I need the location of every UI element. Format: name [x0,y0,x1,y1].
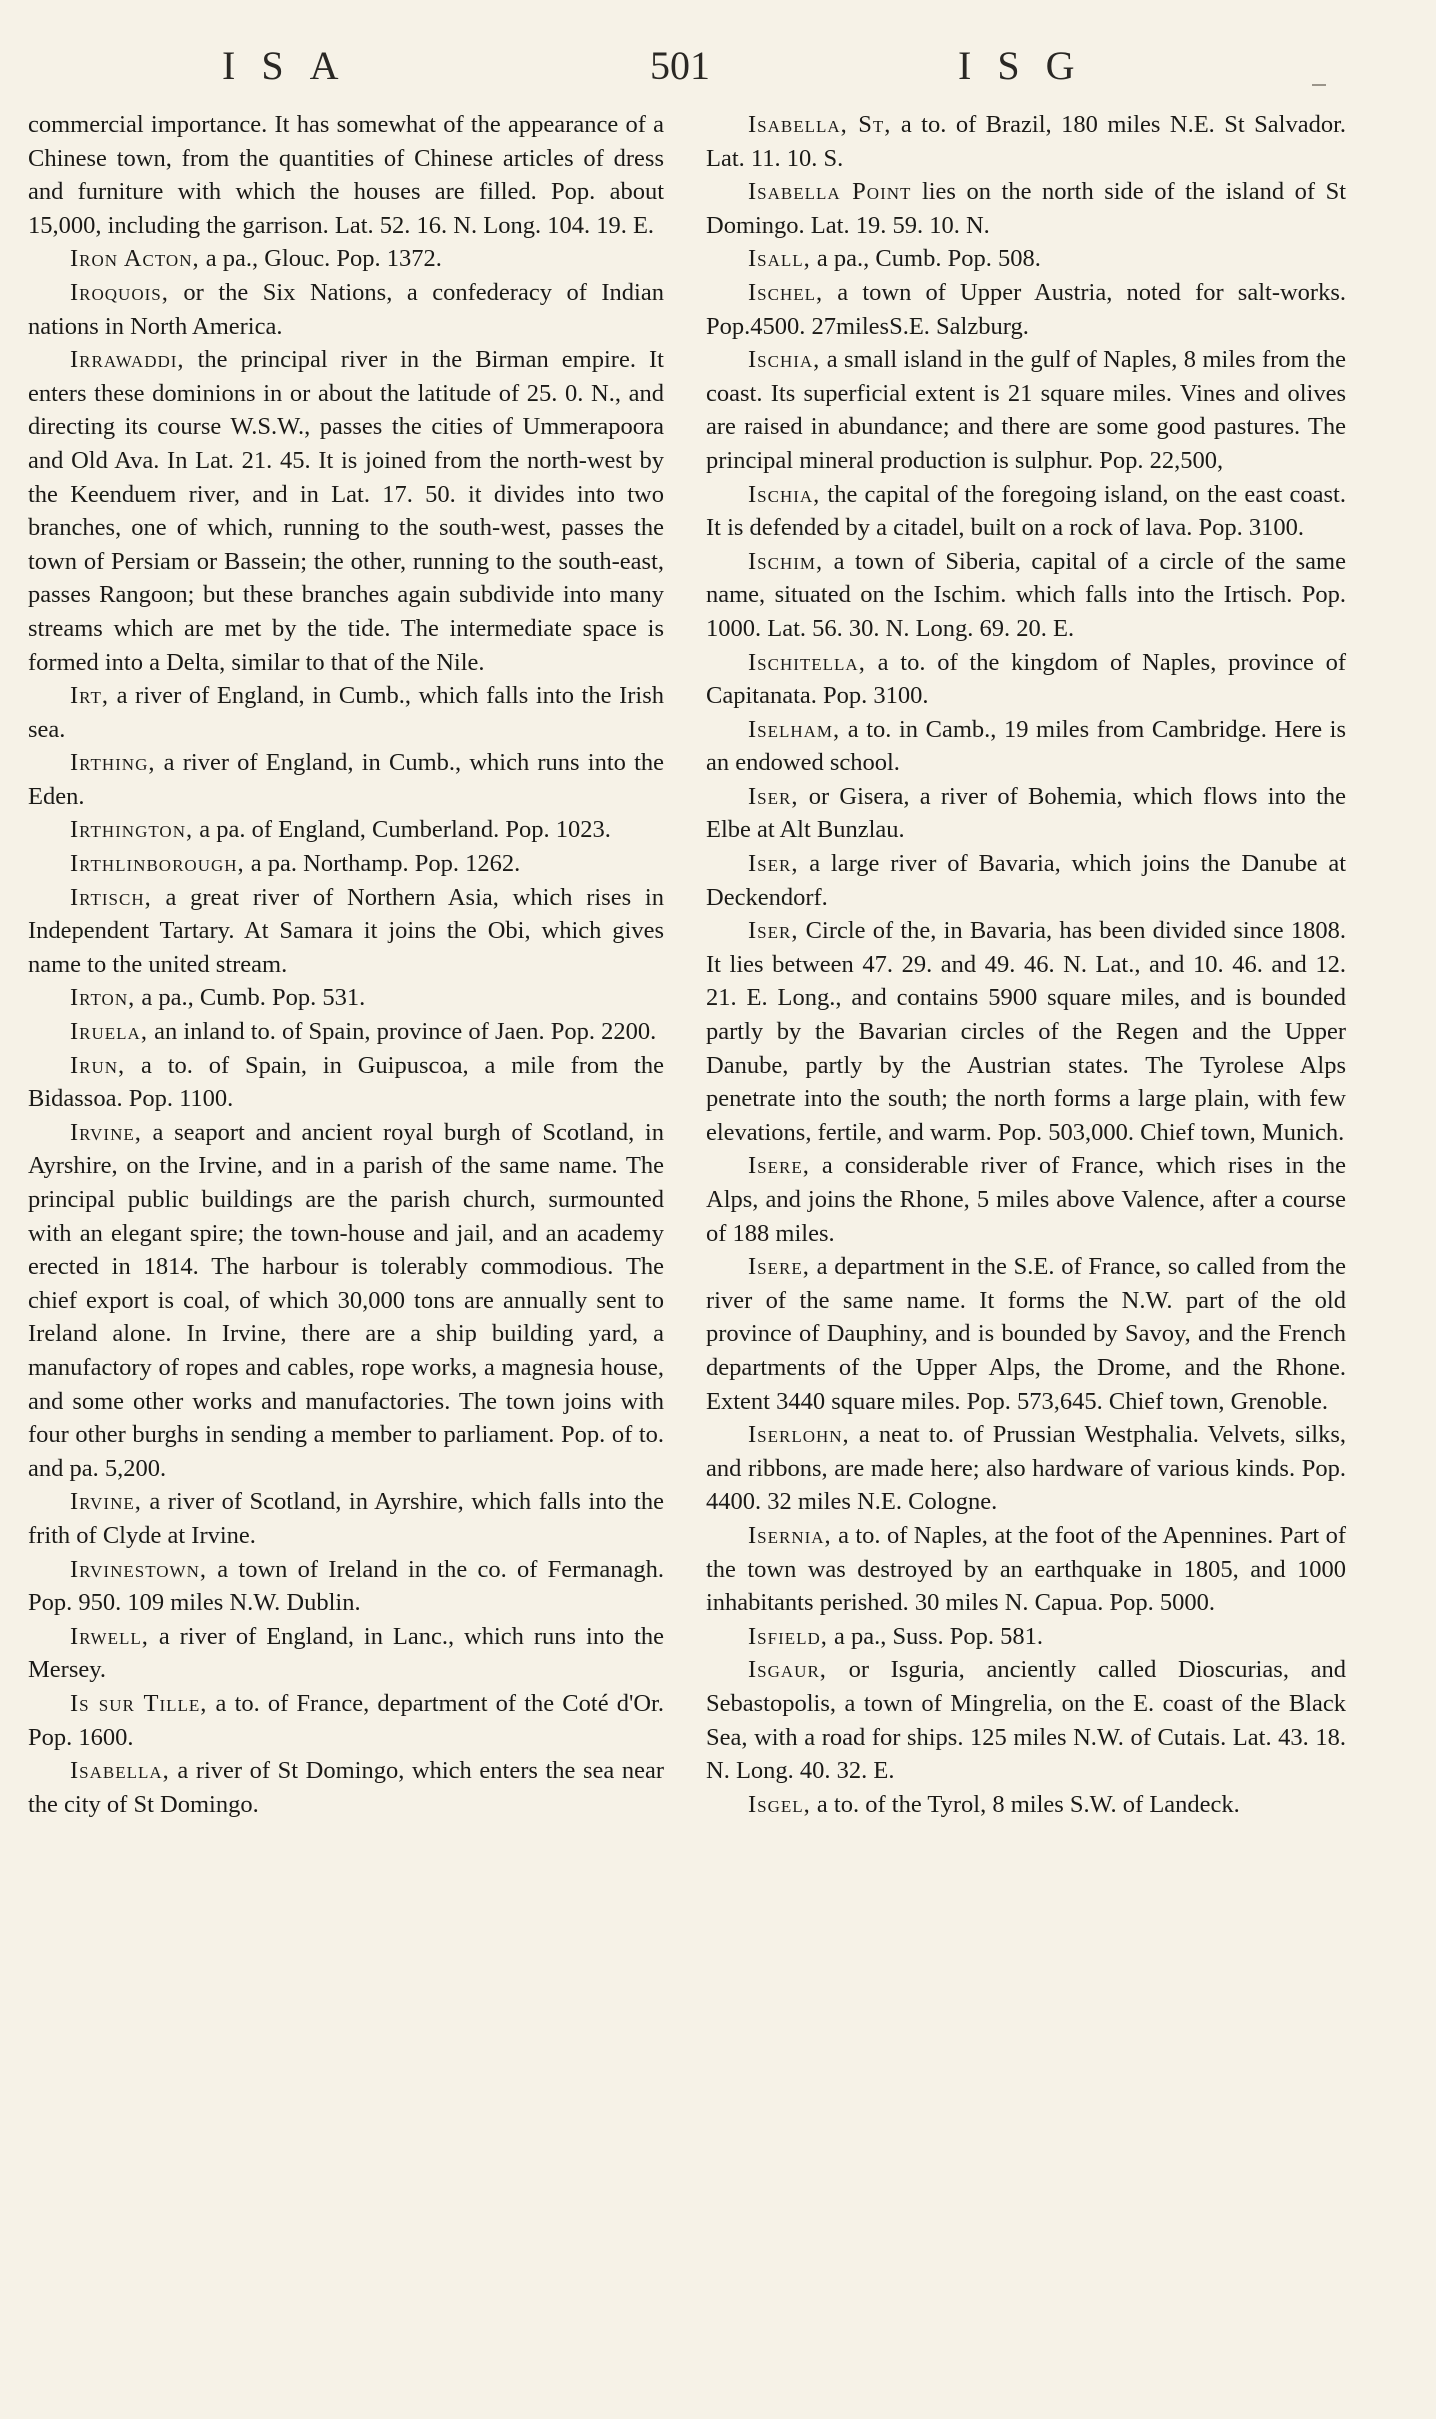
gazetteer-entry [28,746,664,813]
gazetteer-entry [28,1015,664,1049]
entry-headword: Iserlohn, [748,1421,850,1449]
entry-headword: Isabella, St, [748,111,892,138]
entry-headword: Irun, [70,1051,126,1079]
entry-headword: Isabella Point [748,178,912,206]
gazetteer-entry [706,276,1346,343]
entry-text: commercial importance. It has somewhat of the appearance of a Chinese town, from the quantities of Chinese articles of dress and furniture with which the houses are filled. Pop. about 15,000, including the garrison. Lat. 52. 16. N. Long. 104. 19. E. [28,111,664,239]
entry-text: a to. of France, department of the Coté d'Or. Pop. 1600. [28,1689,664,1751]
gazetteer-entry [28,1553,664,1620]
gazetteer-entry [706,1418,1346,1519]
entry-headword: Isfield, [748,1622,828,1650]
gazetteer-entry [28,1485,664,1552]
entry-text: the principal river in the Birman empire. It enters these dominions in or about the latitude of 25. 0. N., and directing its course W.S.W., passes the cities of Ummerapoora and Old Ava. In Lat. 21. 45. It is joined from the north-west by the Keenduem river, and in Lat. 17. 50. it divides into two branches, one of which, running to the south-west, passes the town of Persiam or Bassein; the other, running to the south-east, passes Rangoon; but these branches again subdivide into many streams which are met by the tide. The intermediate space is formed into a Delta, similar to that of the Nile. [28,346,664,676]
gazetteer-entry [28,981,664,1015]
entry-text: Circle of the, in Bavaria, has been divided since 1808. It lies between 47. 29. and 49. 46. N. Lat., and 10. 46. and 12. 21. E. Long., and contains 5900 square miles, and is bounded partly by the Bavarian circles of the Regen and the Upper Danube, partly by the Austrian states. The Tyrolese Alps penetrate into the south; the north forms a large plain, with few elevations, fertile, and warm. Pop. 503,000. Chief town, Munich. [706,917,1346,1146]
entry-text: a to. in Camb., 19 miles from Cambridge. Here is an endowed school. [706,715,1346,777]
gazetteer-entry [28,1754,664,1821]
entry-headword: Ischia, [748,346,821,374]
entry-text: a town of Ireland in the co. of Fermanagh. Pop. 950. 109 miles N.W. Dublin. [28,1555,664,1617]
entry-text: a considerable river of France, which rises in the Alps, and joins the Rhone, 5 miles above Valence, after a course of 188 miles. [706,1152,1346,1247]
entry-text: the capital of the foregoing island, on the east coast. It is defended by a citadel, built on a rock of lava. Pop. 3100. [706,480,1346,542]
gazetteer-entry [28,847,664,881]
entry-text: a pa. Northamp. Pop. 1262. [244,850,521,878]
gazetteer-entry [706,713,1346,780]
entry-text: a pa., Cumb. Pop. 508. [810,245,1041,273]
entry-headword: Ischel, [748,278,824,306]
gazetteer-entry [28,343,664,679]
gazetteer-entry [706,914,1346,1149]
entry-headword: Irtisch, [70,883,152,911]
page-number: 501 [650,43,710,88]
entry-headword: Iruela, [70,1018,148,1046]
gazetteer-entry [28,1620,664,1687]
gazetteer-entry [706,108,1346,175]
entry-text: a pa. of England, Cumberland. Pop. 1023. [193,816,611,844]
gazetteer-entry [706,1149,1346,1250]
gazetteer-entry [28,108,664,242]
gazetteer-entry [706,1250,1346,1418]
entry-headword: Irton, [70,984,136,1012]
entry-headword: Irrawaddi, [70,346,185,374]
gazetteer-entry [28,1687,664,1754]
gazetteer-entry [706,1653,1346,1787]
entry-headword: Ischitella, [748,648,866,676]
entry-text: a pa., Cumb. Pop. 531. [135,984,366,1012]
header-right-guide-word: ISG [958,43,1101,88]
entry-text: a large river of Bavaria, which joins the Danube at Deckendorf. [706,850,1346,911]
gazetteer-entry [706,847,1346,914]
entry-headword: Iselham, [748,715,841,743]
gazetteer-entry [706,1519,1346,1620]
entry-headword: Irvine, [70,1118,142,1146]
gazetteer-entry [706,780,1346,847]
page-header [0,42,1436,102]
entry-headword: Iser, [748,782,799,810]
entry-headword: Isgaur, [748,1656,827,1684]
entry-headword: Ischia, [748,480,821,508]
entry-headword: Irwell, [70,1622,149,1650]
entry-headword: Iser, [748,850,799,878]
entry-headword: Irvine, [70,1488,142,1516]
gazetteer-entry [28,242,664,276]
entry-headword: Is sur Tille, [70,1689,208,1717]
entry-text: a to. of Naples, at the foot of the Apennines. Part of the town was destroyed by an earthquake in 1805, and 1000 inhabitants perished. 30 miles N. Capua. Pop. 5000. [706,1521,1346,1617]
entry-headword: Iron Acton, [70,245,200,273]
entry-text: an inland to. of Spain, province of Jaen. Pop. 2200. [147,1018,657,1046]
entry-headword: Isabella, [70,1757,170,1785]
gazetteer-entry [28,881,664,982]
entry-text: a river of England, in Cumb., which falls into the Irish sea. [28,682,664,743]
entry-text: a small island in the gulf of Naples, 8 miles from the coast. Its superficial extent is 21 square miles. Vines and olives are raised in abundance; and there are some good pastures. The principal mineral production is sulphur. Pop. 22,500, [706,346,1346,474]
gazetteer-entry [28,1049,664,1116]
entry-headword: Iser, [748,917,799,945]
entry-headword: Ischim, [748,547,824,575]
entry-headword: Irvinestown, [70,1555,207,1583]
gazetteer-entry [706,1788,1346,1822]
gazetteer-entry [706,545,1346,646]
entry-headword: Isall, [748,245,811,273]
entry-headword: Irt, [70,682,109,710]
entry-text: a great river of Northern Asia, which rises in Independent Tartary. At Samara it joins the Obi, which gives name to the united stream. [28,883,664,978]
left-column [28,108,664,1821]
gazetteer-entry [706,646,1346,713]
gazetteer-entry [706,343,1346,477]
entry-text: a river of St Domingo, which enters the sea near the city of St Domingo. [28,1757,664,1818]
gazetteer-entry [28,1116,664,1486]
entry-text: or Gisera, a river of Bohemia, which flows into the Elbe at Alt Bunzlau. [706,782,1346,844]
gazetteer-entry [706,478,1346,545]
entry-headword: Isgel, [748,1790,811,1818]
entry-headword: Irthing, [70,749,156,777]
right-column [706,108,1346,1821]
entry-headword: Isere, [748,1152,810,1180]
gazetteer-entry [706,242,1346,276]
entry-text: a pa., Suss. Pop. 581. [827,1622,1043,1650]
gazetteer-entry [706,1620,1346,1654]
entry-text: a neat to. of Prussian Westphalia. Velvets, silks, and ribbons, are made here; also hardware of various kinds. Pop. 4400. 32 miles N.E. Cologne. [706,1421,1346,1516]
header-left-guide-word: ISA [222,43,365,88]
gazetteer-entry [28,679,664,746]
entry-text: a river of England, in Cumb., which runs into the Eden. [28,749,664,810]
gazetteer-entry [706,175,1346,242]
entry-headword: Irthlinborough, [70,850,245,878]
entry-text: a seaport and ancient royal burgh of Scotland, in Ayrshire, on the Irvine, and in a parish of the same name. The principal public buildings are the parish church, surmounted with an elegant spire; the town-house and jail, and an academy erected in 1814. The harbour is tolerably commodious. The chief export is coal, of which 30,000 tons are annually sent to Ireland alone. In Irvine, there are a ship building yard, a manufactory of ropes and cables, rope works, a magnesia house, and some other works and manufactories. The town joins with four other burghs in sending a member to parliament. Pop. of to. and pa. 5,200. [28,1118,664,1482]
entry-headword: Isernia, [748,1521,832,1549]
entry-text: a department in the S.E. of France, so called from the river of the same name. It forms the N.W. part of the old province of Dauphiny, and is bounded by Savoy, and the French departments of the Upper Alps, the Drome, and the Rhone. Extent 3440 square miles. Pop. 573,645. Chief town, Grenoble. [706,1253,1346,1415]
entry-text: a to. of the kingdom of Naples, province of Capitanata. Pop. 3100. [706,648,1346,710]
entry-text: a river of England, in Lanc., which runs into the Mersey. [28,1622,664,1684]
gazetteer-entry [28,813,664,847]
header-mark [1312,84,1326,86]
entry-headword: Isere, [748,1253,810,1281]
entry-headword: Irthington, [70,816,194,844]
entry-text: a town of Siberia, capital of a circle of the same name, situated on the Ischim. which falls into the Irtisch. Pop. 1000. Lat. 56. 30. N. Long. 69. 20. E. [706,547,1346,642]
entry-text: a to. of Brazil, 180 miles N.E. St Salvador. Lat. 11. 10. S. [706,111,1346,172]
gazetteer-entry [28,276,664,343]
entry-text: a river of Scotland, in Ayrshire, which falls into the frith of Clyde at Irvine. [28,1488,664,1549]
entry-text: lies on the north side of the island of St Domingo. Lat. 19. 59. 10. N. [706,178,1347,239]
entry-text: a town of Upper Austria, noted for salt-works. Pop.4500. 27milesS.E. Salzburg. [706,278,1346,340]
entry-text: or Isguria, anciently called Dioscurias, and Sebastopolis, a town of Mingrelia, on the E. coast of the Black Sea, with a road for ships. 125 miles N.W. of Cutais. Lat. 43. 18. N. Long. 40. 32. E. [706,1656,1346,1785]
entry-headword: Iroquois, [70,278,169,306]
entry-text: a pa., Glouc. Pop. 1372. [199,245,442,273]
entry-text: a to. of the Tyrol, 8 miles S.W. of Landeck. [810,1790,1240,1818]
entry-text: or the Six Nations, a confederacy of Indian nations in North America. [28,278,664,340]
entry-text: a to. of Spain, in Guipuscoa, a mile from the Bidassoa. Pop. 1100. [28,1051,664,1113]
